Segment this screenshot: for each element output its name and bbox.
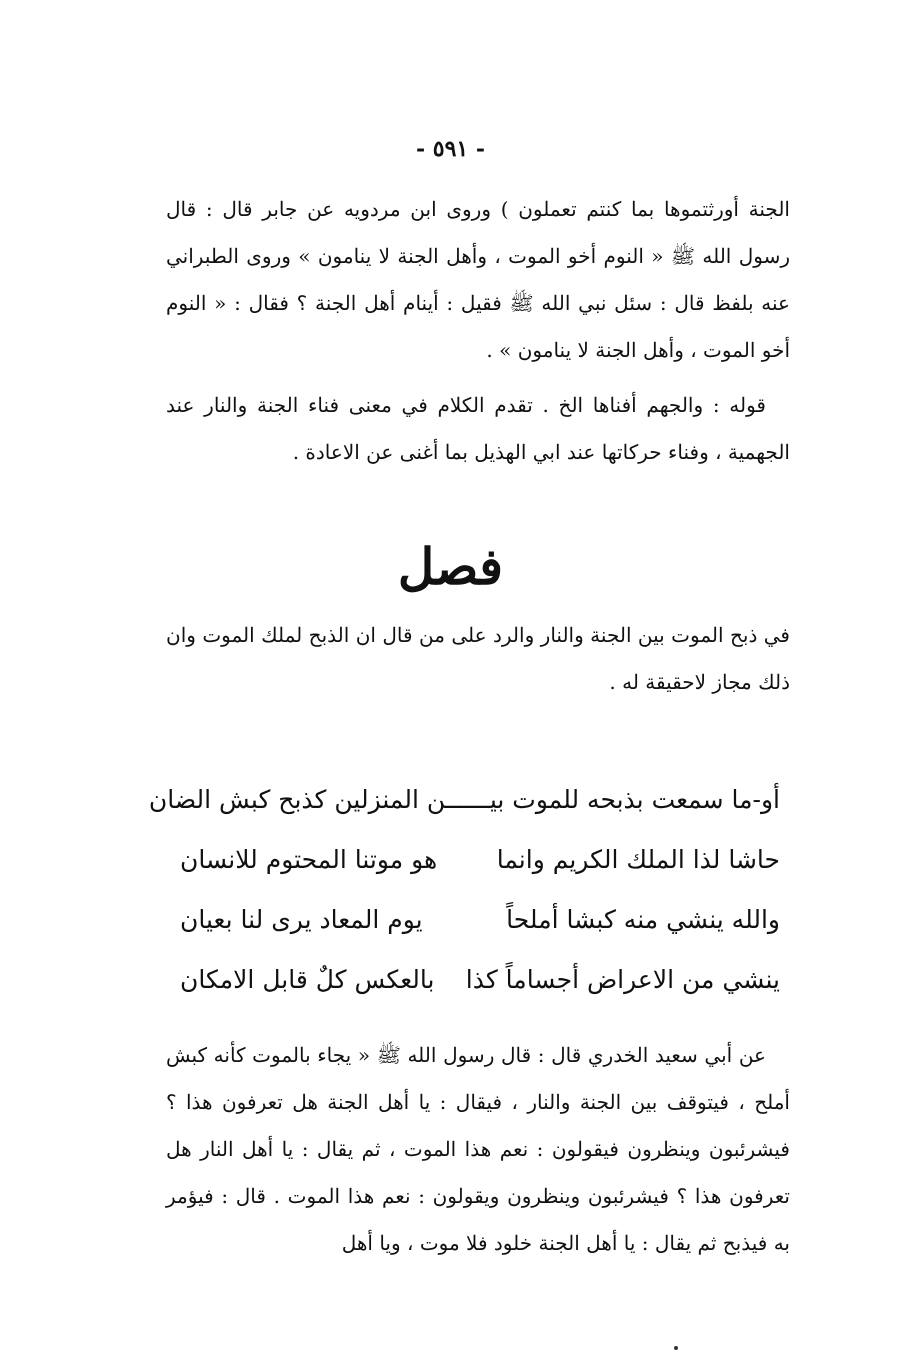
verse-line bbox=[148, 770, 780, 830]
poem-verses bbox=[148, 770, 780, 1010]
verse-second-hemistich: بالعكس كلٌ قابل الامكان bbox=[180, 965, 435, 994]
verse-line bbox=[180, 830, 780, 890]
verse-line bbox=[180, 890, 780, 950]
verse-second-hemistich: هو موتنا المحتوم للانسان bbox=[180, 845, 438, 874]
section-subheading bbox=[166, 612, 790, 706]
paragraph-hadith-sleep bbox=[166, 186, 790, 374]
paragraph-text: الجنة أورثتموها بما كنتم تعملون ) وروى ابن مردويه عن جابر قال : قال رسول الله ﷺ « النوم أخو الموت ، وأهل الجنة لا ينامون » وروى الطبراني عنه بلفظ قال : سئل نبي الله ﷺ فقيل : أينام أهل الجنة ؟ فقال : « النوم أخو الموت ، وأهل الجنة لا ينامون » . bbox=[166, 197, 790, 362]
paragraph-text: عن أبي سعيد الخدري قال : قال رسول الله ﷺ « يجاء بالموت كأنه كبش أملح ، فيتوقف بين الجنة والنار ، فيقال : يا أهل الجنة هل تعرفون هذا ؟ فيشرئبون وينظرون فيقولون : نعم هذا الموت ، ثم يقال : يا أهل النار هل تعرفون هذا ؟ فيشرئبون وينظرون ويقولون : نعم هذا الموت . قال : فيؤمر به فيذبح ثم يقال : يا أهل الجنة خلود فلا موت ، ويا أهل bbox=[166, 1043, 790, 1255]
paragraph-text: قوله : والجهم أفناها الخ . تقدم الكلام في معنى فناء الجنة والنار عند الجهمية ، وفناء حركاتها عند ابي الهذيل بما أغنى عن الاعادة . bbox=[166, 393, 790, 464]
verse-line bbox=[180, 950, 780, 1010]
page-number: - ٥٩١ - bbox=[415, 136, 486, 162]
verse-first-hemistich: أو-ما سمعت بذبحه للموت بيـــ bbox=[467, 785, 780, 814]
paragraph-commentary bbox=[166, 382, 790, 476]
subheading-text: في ذبح الموت بين الجنة والنار والرد على من قال ان الذبح لملك الموت وان ذلك مجاز لاحقيقة له . bbox=[166, 623, 790, 694]
ink-speck bbox=[674, 1346, 678, 1350]
verse-first-hemistich: حاشا لذا الملك الكريم وانما bbox=[496, 845, 780, 874]
section-heading: فصل bbox=[397, 537, 504, 596]
verse-first-hemistich: ينشي من الاعراض أجساماً كذا bbox=[465, 965, 780, 994]
paragraph-hadith-death bbox=[166, 1032, 790, 1267]
verse-second-hemistich: يوم المعاد يرى لنا بعيان bbox=[180, 905, 423, 934]
verse-second-hemistich: ـــن المنزلين كذبح كبش الضان bbox=[148, 785, 468, 814]
verse-first-hemistich: والله ينشي منه كبشا أملحاً bbox=[506, 905, 780, 934]
